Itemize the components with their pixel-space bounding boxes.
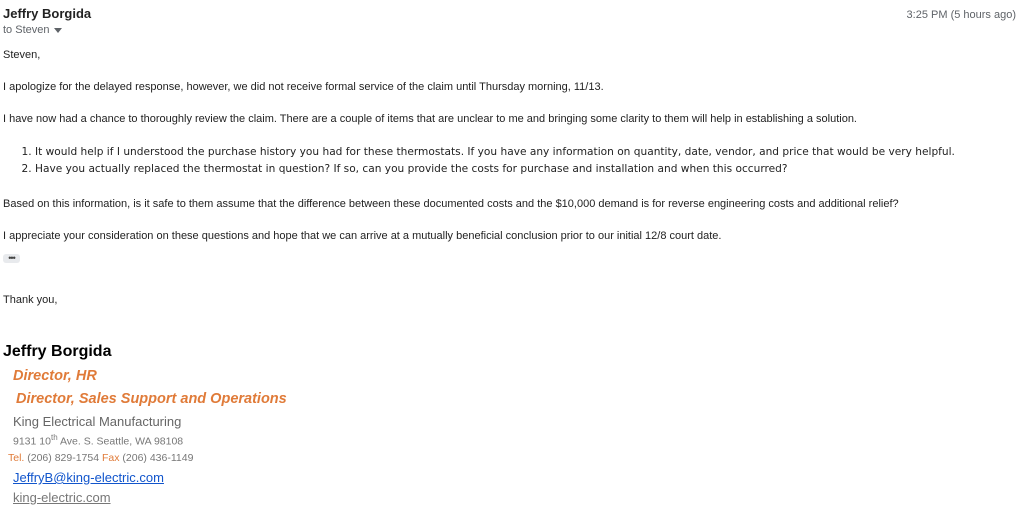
paragraph-3: Based on this information, is it safe to them assume that the difference between these documented costs and the $10,000 demand is for reverse engineering costs and additional relief? xyxy=(3,198,899,210)
closing: Thank you, xyxy=(3,294,58,306)
tel-label: Tel. xyxy=(8,452,25,464)
sender-name[interactable]: Jeffry Borgida xyxy=(3,6,92,21)
signature-phone xyxy=(8,452,193,464)
address-street: Ave. S. Seattle, WA 98108 xyxy=(57,435,184,448)
recipient-line[interactable] xyxy=(3,24,62,36)
signature-company: King Electrical Manufacturing xyxy=(13,414,182,429)
tel-number: (206) 829-1754 xyxy=(24,452,102,464)
signature-website-link[interactable]: king-electric.com xyxy=(13,490,111,505)
chevron-down-icon[interactable] xyxy=(54,28,62,33)
greeting: Steven, xyxy=(3,49,41,61)
address-ordinal: th xyxy=(50,433,58,442)
recipient-label: to Steven xyxy=(3,24,50,36)
signature-name: Jeffry Borgida xyxy=(3,343,112,360)
fax-number: (206) 436-1149 xyxy=(119,452,194,464)
show-trimmed-content-button[interactable]: ••• xyxy=(3,254,20,263)
paragraph-2: I have now had a chance to thoroughly review the claim. There are a couple of items that are unclear to me and bringing some clarity to them will help in establishing a solution. xyxy=(3,113,857,125)
message-time: 3:25 PM (5 hours ago) xyxy=(906,9,1016,21)
signature-email-link[interactable]: JeffryB@king-electric.com xyxy=(13,470,164,485)
address-number: 9131 10 xyxy=(13,435,51,448)
signature-role-2: Director, Sales Support and Operations xyxy=(16,391,287,407)
signature-role-1: Director, HR xyxy=(13,368,97,384)
question-list xyxy=(0,144,955,178)
list-item: 1. It would help if I understood the purchase history you had for these thermostats. If you have any information on quantity, date, vendor, and price that would be very helpful. xyxy=(35,144,955,161)
list-item: 2. Have you actually replaced the thermostat in question? If so, can you provide the costs for purchase and installation and when this occurred? xyxy=(35,161,955,178)
paragraph-4: I appreciate your consideration on these questions and hope that we can arrive at a mutually beneficial conclusion prior to our initial 12/8 court date. xyxy=(3,230,722,242)
paragraph-1: I apologize for the delayed response, however, we did not receive formal service of the claim until Thursday morning, 11/13. xyxy=(3,81,604,93)
fax-label: Fax xyxy=(101,452,120,464)
signature-address xyxy=(13,433,183,448)
